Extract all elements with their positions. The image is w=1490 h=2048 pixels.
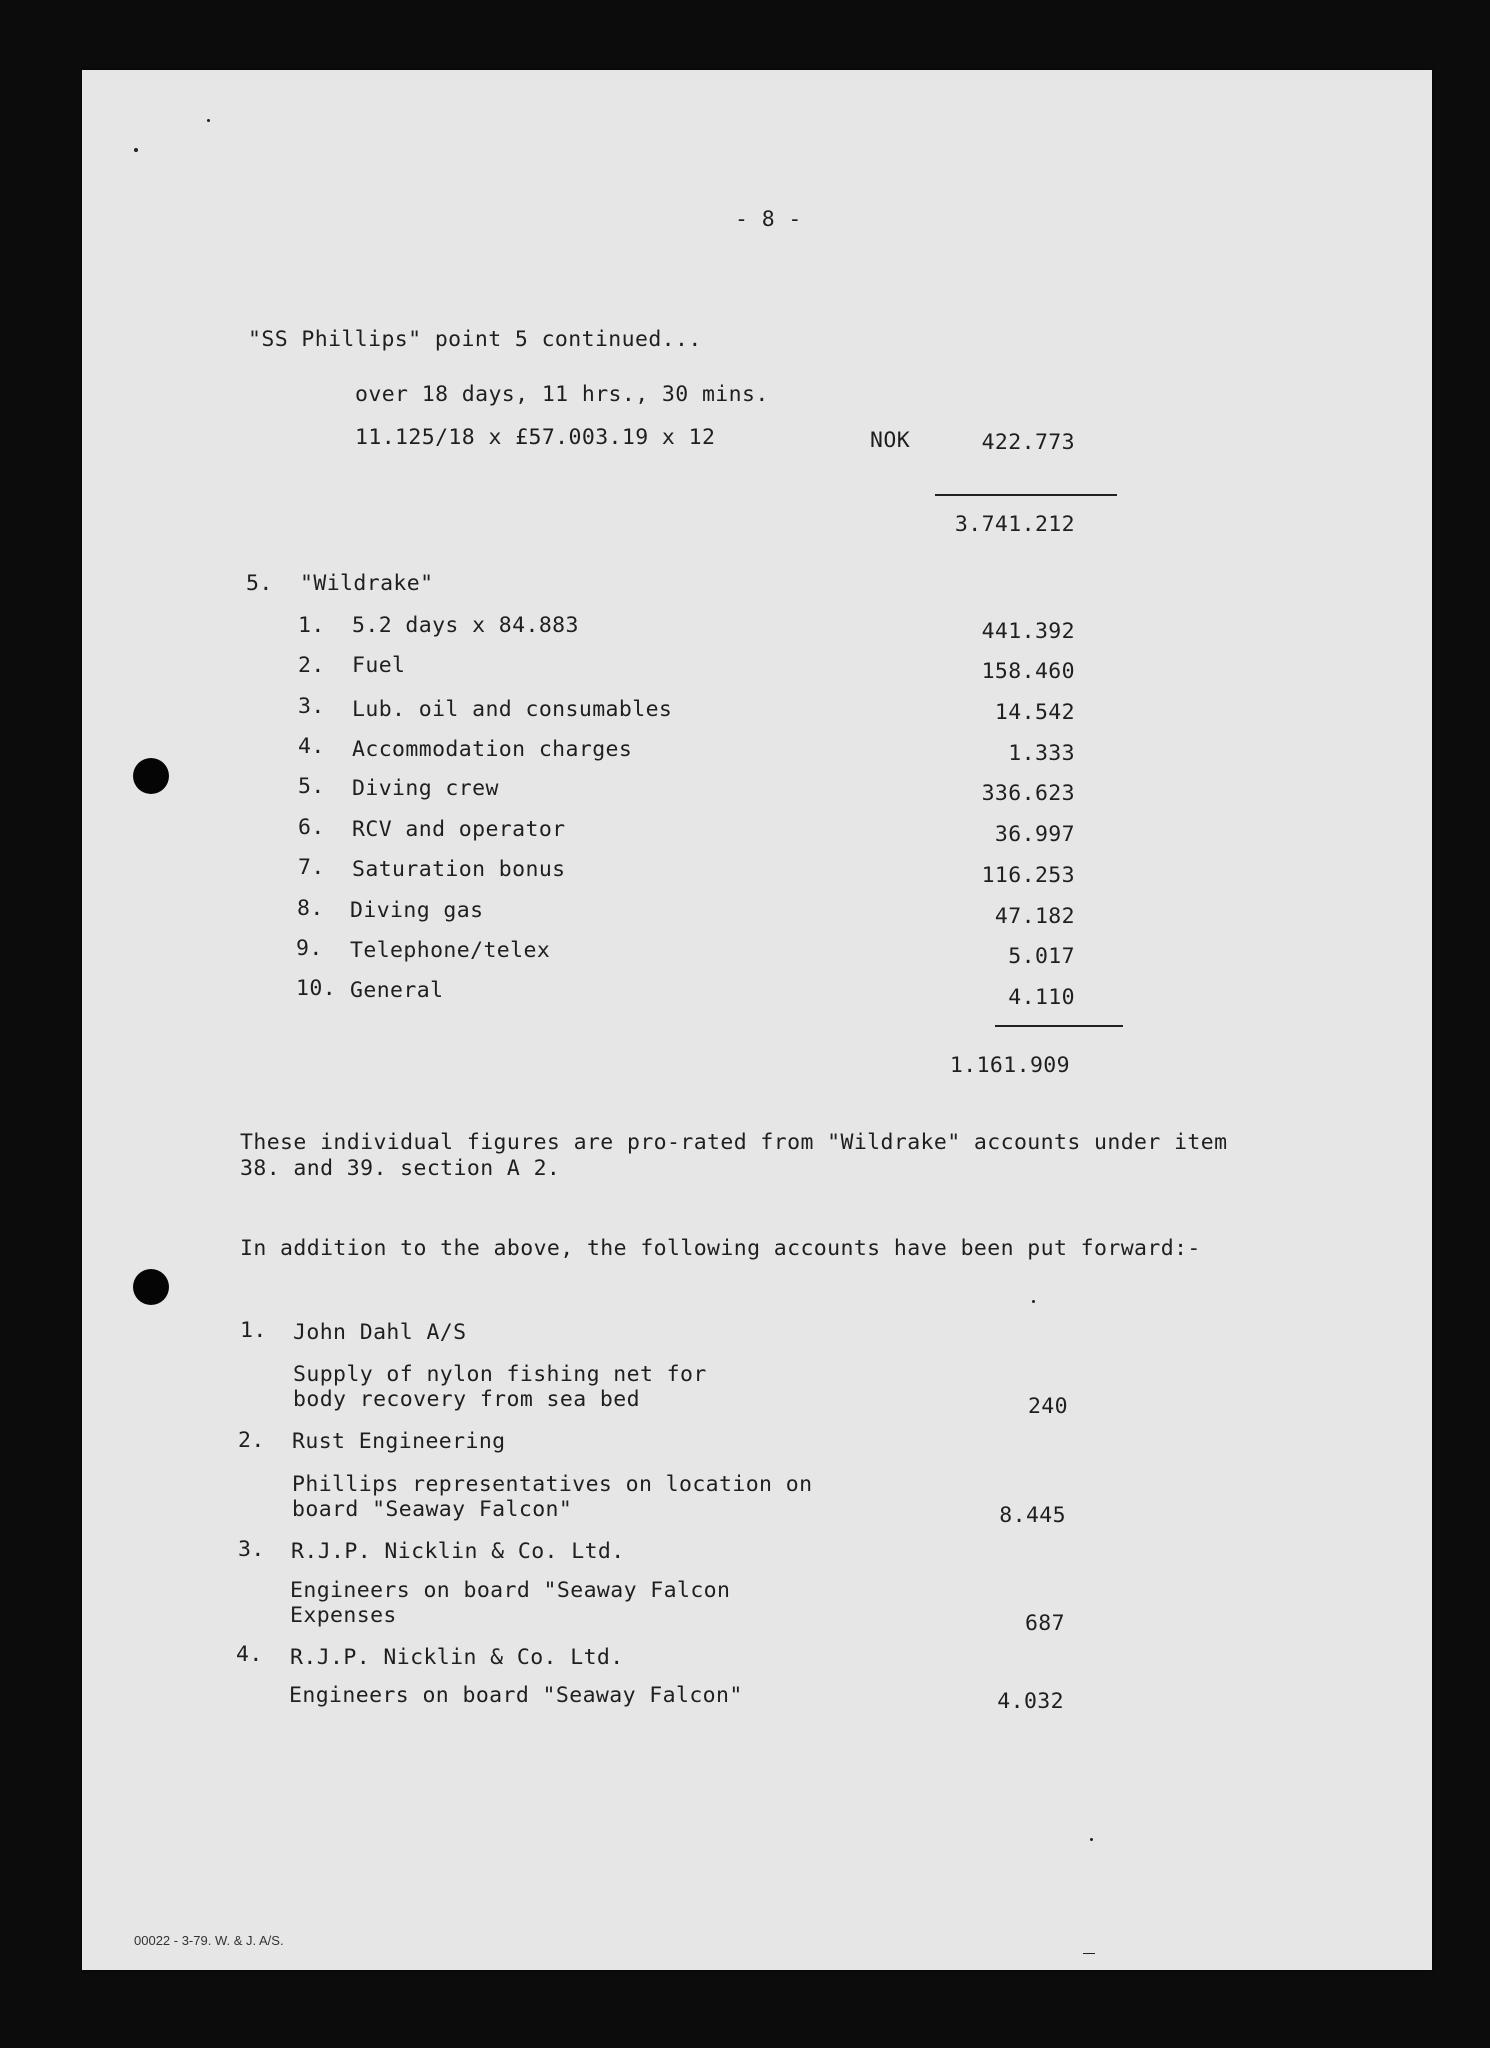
account-number: 3. xyxy=(238,1537,265,1562)
item-number: 7. xyxy=(298,855,325,880)
account-description: Phillips representatives on location on xyxy=(292,1472,813,1497)
item-amount: 4.110 xyxy=(1008,985,1075,1010)
wildrake-number: 5. xyxy=(246,571,273,596)
item-label: Lub. oil and consumables xyxy=(352,697,673,722)
currency-label: NOK xyxy=(870,428,911,453)
item-label: Diving crew xyxy=(352,776,499,801)
item-amount: 14.542 xyxy=(994,700,1075,725)
item-number: 9. xyxy=(296,936,323,961)
item-label: RCV and operator xyxy=(352,817,566,842)
account-number: 2. xyxy=(238,1428,265,1453)
item-amount: 1.333 xyxy=(1008,741,1075,766)
accounts-intro: In addition to the above, the following accounts have been put forward:- xyxy=(240,1236,1201,1261)
item-label: Accommodation charges xyxy=(352,737,633,762)
account-description: board "Seaway Falcon" xyxy=(292,1497,573,1522)
item-number: 5. xyxy=(298,774,325,799)
item-amount: 36.997 xyxy=(994,822,1075,847)
speck-mark xyxy=(207,119,210,122)
account-amount: 4.032 xyxy=(997,1689,1064,1714)
item-number: 2. xyxy=(298,653,325,678)
item-label: Fuel xyxy=(352,653,406,678)
wildrake-total: 1.161.909 xyxy=(949,1053,1070,1078)
speck-mark xyxy=(1090,1838,1093,1841)
item-number: 8. xyxy=(297,896,324,921)
account-name: R.J.P. Nicklin & Co. Ltd. xyxy=(291,1539,625,1564)
item-label: Telephone/telex xyxy=(350,938,551,963)
item-number: 3. xyxy=(298,694,325,719)
item-number: 1. xyxy=(298,613,325,638)
calculation-amount: 422.773 xyxy=(981,430,1075,455)
paper-mark xyxy=(1083,1953,1095,1954)
item-amount: 158.460 xyxy=(981,659,1075,684)
punch-hole-lower xyxy=(133,1269,169,1305)
note-line: 38. and 39. section A 2. xyxy=(240,1156,561,1181)
account-amount: 8.445 xyxy=(999,1503,1066,1528)
wildrake-total-rule xyxy=(995,1025,1123,1027)
speck-mark xyxy=(1032,1300,1035,1303)
section-heading: "SS Phillips" point 5 continued... xyxy=(248,327,702,352)
account-description: Engineers on board "Seaway Falcon" xyxy=(289,1683,743,1708)
subtotal-rule xyxy=(935,494,1117,496)
item-label: 5.2 days x 84.883 xyxy=(352,613,579,638)
item-number: 6. xyxy=(298,815,325,840)
item-number: 10. xyxy=(296,976,337,1001)
speck-mark xyxy=(134,148,138,152)
account-description: Expenses xyxy=(290,1603,397,1628)
account-amount: 240 xyxy=(1027,1394,1068,1419)
item-label: Saturation bonus xyxy=(352,857,566,882)
item-amount: 47.182 xyxy=(994,904,1075,929)
account-number: 1. xyxy=(240,1318,267,1343)
item-amount: 5.017 xyxy=(1008,944,1075,969)
item-number: 4. xyxy=(298,734,325,759)
account-name: John Dahl A/S xyxy=(293,1320,467,1345)
item-amount: 116.253 xyxy=(981,863,1075,888)
phillips-total: 3.741.212 xyxy=(954,512,1075,537)
account-description: Engineers on board "Seaway Falcon xyxy=(290,1578,731,1603)
calculation-line: 11.125/18 x £57.003.19 x 12 xyxy=(355,425,716,450)
page-number: - 8 - xyxy=(735,207,802,232)
document-page xyxy=(82,70,1432,1970)
item-label: Diving gas xyxy=(350,898,484,923)
note-line: These individual figures are pro-rated from "Wildrake" accounts under item xyxy=(240,1130,1228,1155)
account-amount: 687 xyxy=(1024,1611,1065,1636)
duration-line: over 18 days, 11 hrs., 30 mins. xyxy=(355,382,769,407)
account-name: Rust Engineering xyxy=(292,1429,506,1454)
account-name: R.J.P. Nicklin & Co. Ltd. xyxy=(290,1645,624,1670)
account-number: 4. xyxy=(236,1642,263,1667)
item-label: General xyxy=(350,978,444,1003)
account-description: Supply of nylon fishing net for xyxy=(293,1362,707,1387)
wildrake-title: "Wildrake" xyxy=(300,571,434,596)
account-description: body recovery from sea bed xyxy=(293,1387,640,1412)
item-amount: 441.392 xyxy=(981,619,1075,644)
item-amount: 336.623 xyxy=(981,781,1075,806)
form-code: 00022 - 3-79. W. & J. A/S. xyxy=(134,1933,284,1948)
punch-hole-upper xyxy=(133,758,169,794)
